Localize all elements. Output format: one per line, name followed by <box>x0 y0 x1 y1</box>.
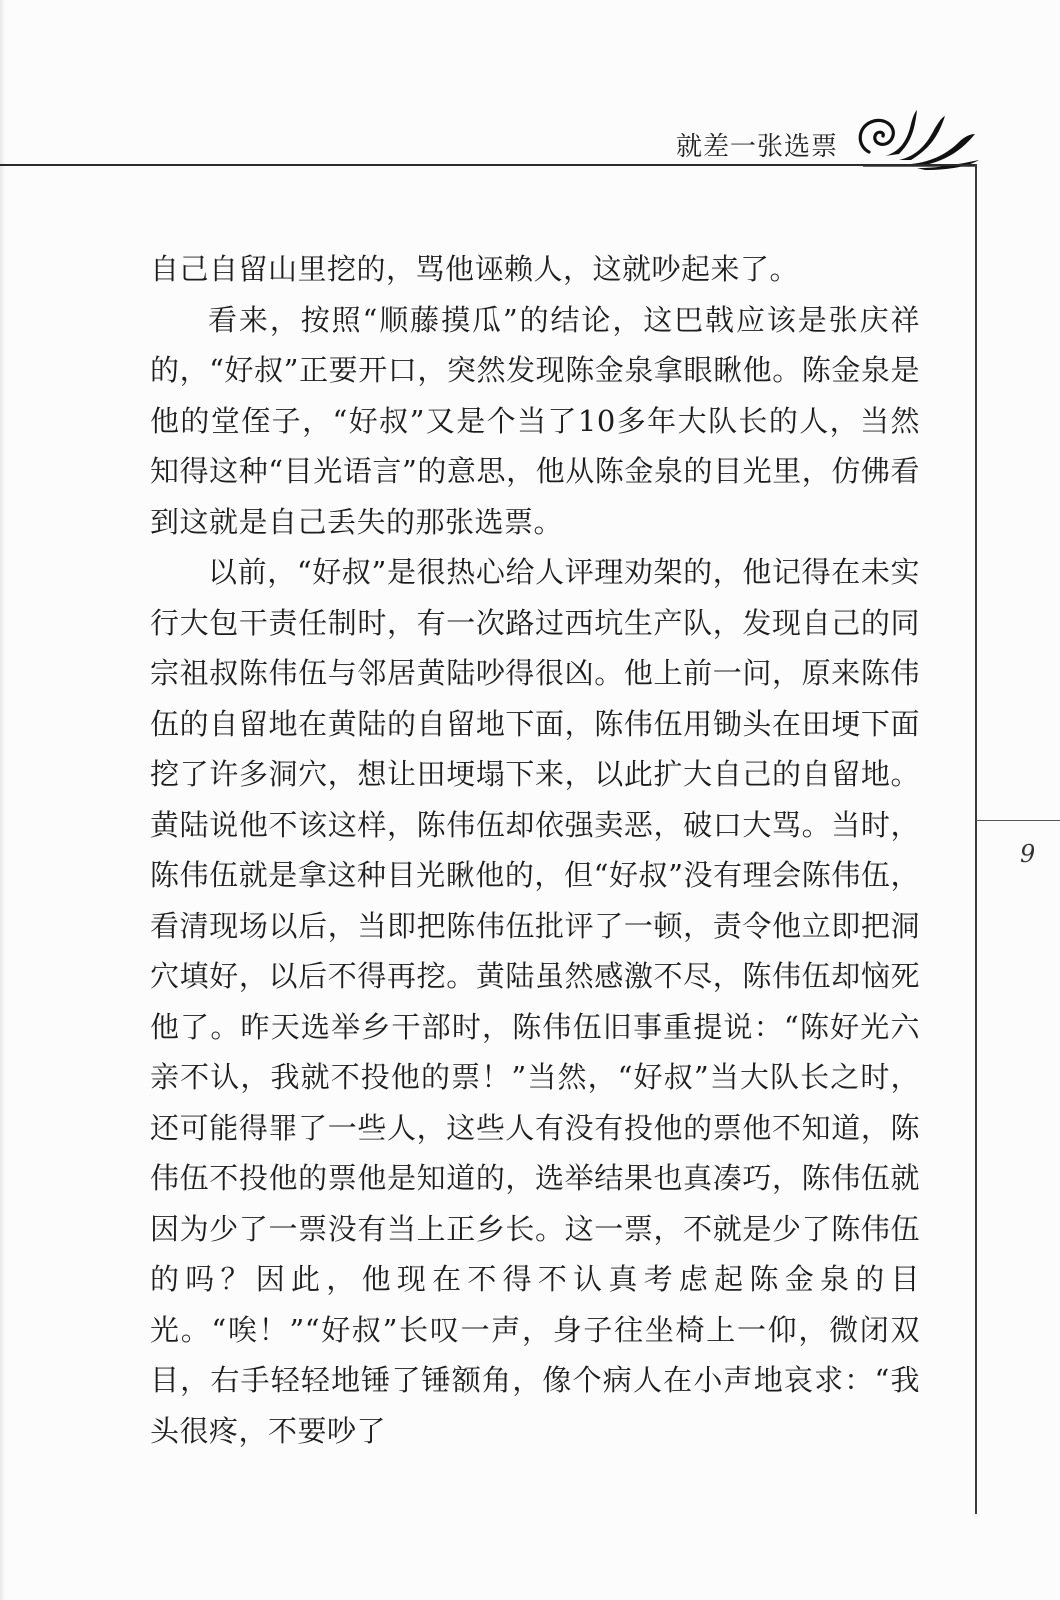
header-rule <box>0 164 976 166</box>
running-header-title: 就差一张选票 <box>676 132 839 162</box>
body-text <box>150 244 920 1456</box>
page-fold-shadow <box>0 0 5 1600</box>
paragraph-2: 看来，按照“顺藤摸瓜”的结论，这巴戟应该是张庆祥的，“好叔”正要开口，突然发现陈金泉拿眼瞅他。陈金泉是他的堂侄子，“好叔”又是个当了10多年大队长的人，当然知得这种“目光语言”的意思，他从陈金泉的目光里，仿佛看到这就是自己丢失的那张选票。 <box>150 302 920 539</box>
paragraph-1: 自己自留山里挖的，骂他诬赖人，这就吵起来了。 <box>150 252 800 286</box>
paragraph-3: 以前，“好叔”是很热心给人评理劝架的，他记得在未实行大包干责任制时，有一次路过西坑生产队，发现自己的同宗祖叔陈伟伍与邻居黄陆吵得很凶。他上前一问，原来陈伟伍的自留地在黄陆的自留地下面，陈伟伍用锄头在田埂下面挖了许多洞穴，想让田埂塌下来，以此扩大自己的自留地。黄陆说他不该这样，陈伟伍却依强卖恶，破口大骂。当时，陈伟伍就是拿这种目光瞅他的，但“好叔”没有理会陈伟伍，看清现场以后，当即把陈伟伍批评了一顿，责令他立即把洞穴填好，以后不得再挖。黄陆虽然感激不尽，陈伟伍却恼死他了。昨天选举乡干部时，陈伟伍旧事重提说：“陈好光六亲不认，我就不投他的票！”当然，“好叔”当大队长之时，还可能得罪了一些人，这些人有没有投他的票他不知道，陈伟伍不投他的票他是知道的，选举结果也真凑巧，陈伟伍就因为少了一票没有当上正乡长。这一票，不就是少了陈伟伍的吗？因此，他现在不得不认真考虑起陈金泉的目光。“唉！”“好叔”长叹一声，身子往坐椅上一仰，微闭双目，右手轻轻地锤了锤额角，像个病人在小声地哀求：“我头很疼，不要吵了 <box>150 555 920 1448</box>
flourish-ornament-icon <box>855 106 985 172</box>
text-frame-right-rule <box>975 164 977 1514</box>
page-number: 9 <box>1020 840 1036 868</box>
side-tab-rule <box>976 820 1060 821</box>
